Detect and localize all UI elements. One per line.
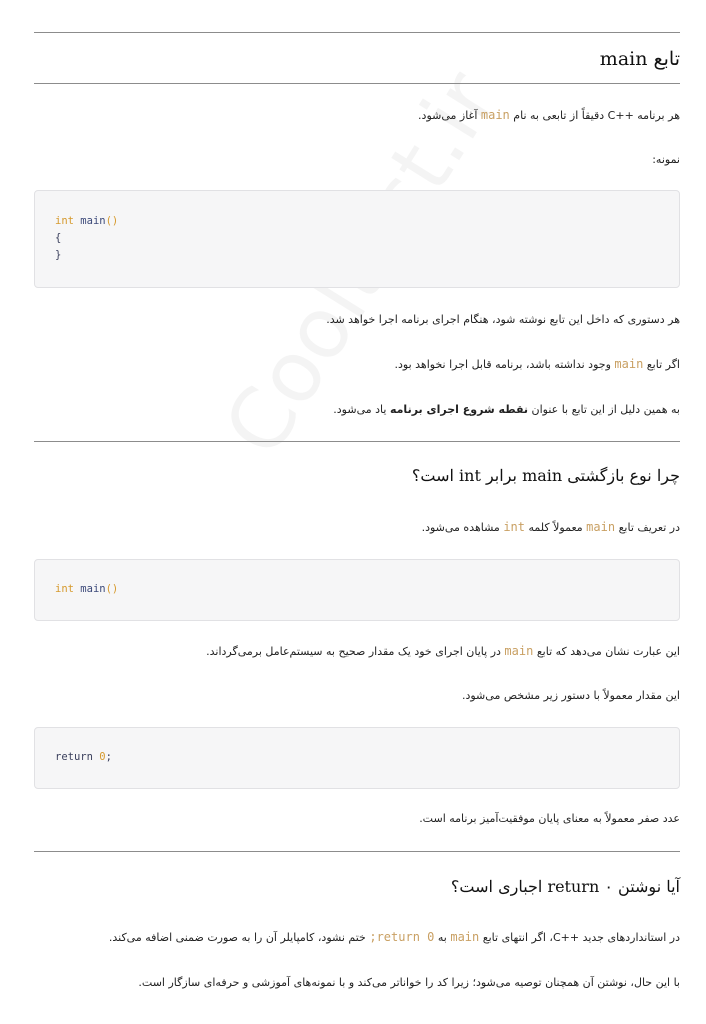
inline-code: main (504, 644, 534, 658)
paragraph (422, 520, 680, 534)
text: در تعریف تابع (618, 521, 680, 534)
paragraph (109, 930, 680, 944)
code-function-name: main (80, 215, 106, 227)
text: به همین دلیل از این تابع با عنوان (531, 403, 680, 416)
code-keyword: int (55, 215, 74, 227)
text: در پایان اجرای خود یک مقدار صحیح به سیستم‌عامل برمی‌گرداند. (206, 645, 501, 658)
code-function-name: main (80, 583, 106, 595)
code-open-brace: { (55, 232, 62, 244)
inline-code: main (614, 357, 644, 371)
paragraph: این مقدار معمولاً با دستور زیر مشخص می‌شود. (461, 689, 680, 702)
paragraph: عدد صفر معمولاً به معنای پایان موفقیت‌آمیز برنامه است. (419, 812, 680, 825)
inline-code: return 0; (369, 930, 435, 944)
code-block (34, 190, 680, 288)
text: هر برنامه ++C دقیقاً از تابعی به نام (513, 109, 680, 122)
code-keyword-return: return (55, 751, 93, 763)
text: در استانداردهای جدید ++C، اگر انتهای تابع (482, 931, 680, 944)
code-content (55, 749, 112, 766)
inline-code: int (503, 520, 526, 534)
paragraph: با این حال، نوشتن آن همچنان توصیه می‌شود؛ زیرا کد را خواناتر می‌کند و با نمونه‌های آموزشی و حرفه‌ای سازگار است. (138, 976, 680, 989)
paragraph: هر دستوری که داخل این تابع نوشته شود، هنگام اجرای برنامه اجرا خواهد شد. (326, 313, 680, 326)
code-block (34, 727, 680, 789)
paragraph (395, 357, 681, 371)
paragraph (418, 108, 680, 122)
code-number: 0 (99, 751, 106, 763)
code-block (34, 559, 680, 621)
text: مشاهده می‌شود. (421, 521, 500, 534)
inline-code: main (480, 108, 510, 122)
text: آغاز می‌شود. (418, 109, 478, 122)
code-semicolon: ; (105, 751, 112, 763)
code-keyword: int (55, 583, 74, 595)
text: ختم نشود، کامپایلر آن را به صورت ضمنی اضافه می‌کند. (108, 931, 366, 944)
section-title-return-type: چرا نوع بازگشتی main برابر int است؟ (411, 466, 680, 485)
section-title-return-required: آیا نوشتن return ۰ اجباری است؟ (450, 877, 680, 896)
code-content (55, 213, 118, 264)
title-underline (34, 83, 680, 84)
paragraph (206, 644, 680, 658)
section-title-main-function: تابع main (599, 48, 680, 70)
inline-code: main (450, 930, 480, 944)
paragraph (333, 403, 680, 416)
text: یاد می‌شود. (333, 403, 387, 416)
code-parens: () (105, 215, 119, 227)
section-divider (34, 32, 680, 33)
text: اگر تابع (646, 358, 680, 371)
section-divider (34, 441, 680, 442)
text: به (437, 931, 447, 944)
code-close-brace: } (55, 249, 62, 261)
text: این عبارت نشان می‌دهد که تابع (536, 645, 680, 658)
section-divider (34, 851, 680, 852)
text: معمولاً کلمه (528, 521, 583, 534)
text: وجود نداشته باشد، برنامه قابل اجرا نخواهد بود. (394, 358, 611, 371)
code-parens: () (105, 583, 119, 595)
sample-label: نمونه: (652, 153, 680, 166)
code-content (55, 581, 118, 598)
inline-code: main (586, 520, 616, 534)
bold-text: نقطه شروع اجرای برنامه (389, 403, 528, 416)
